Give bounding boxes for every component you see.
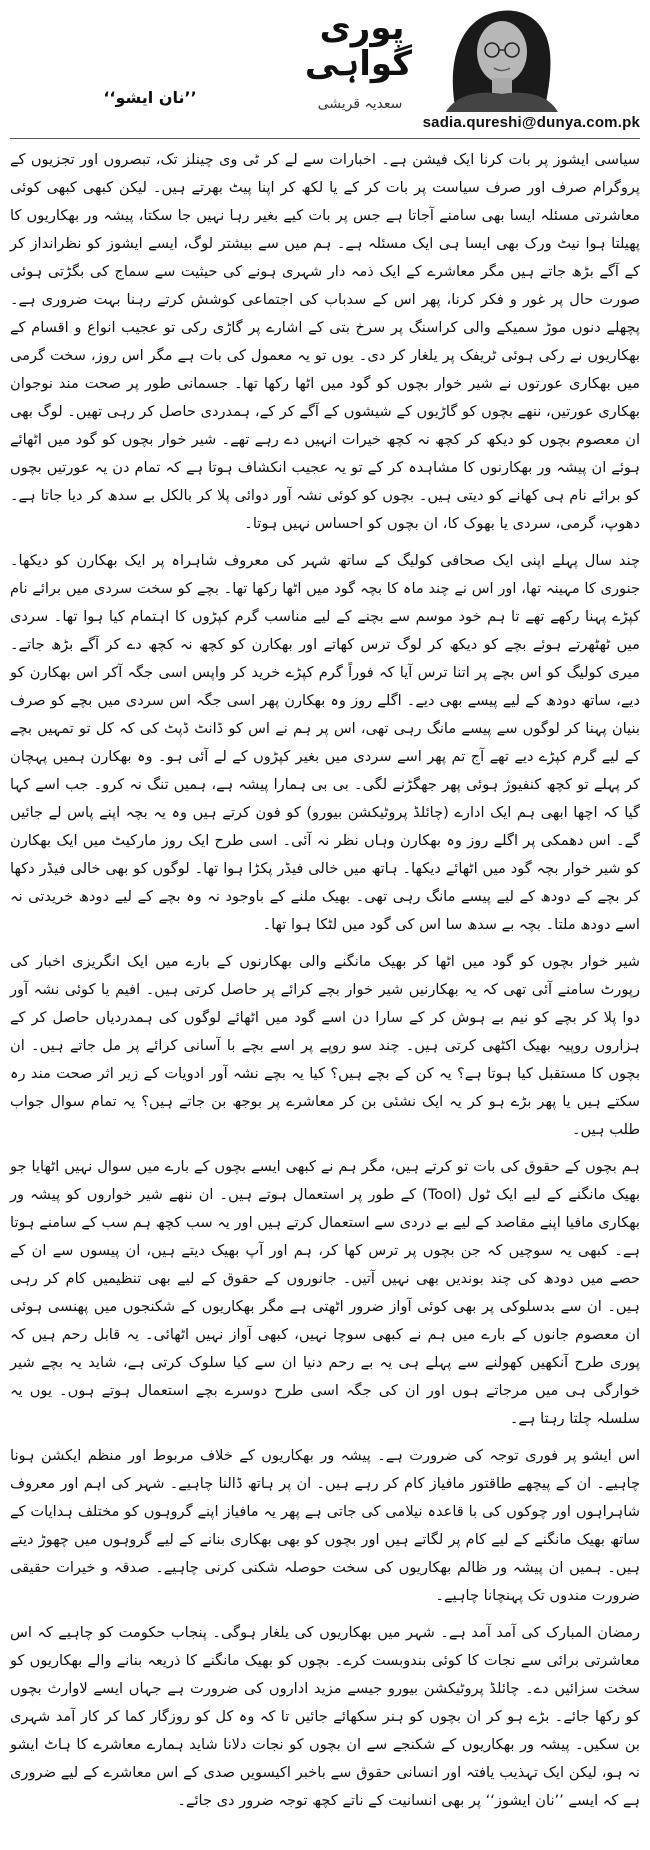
paragraph: ہم بچوں کے حقوق کی بات تو کرتے ہیں، مگر ہم نے کبھی ایسے بچوں کے بارے میں سوال نہیں اٹھایا جو بھیک مانگنے کے لیے ایک ٹول (Tool) کے طور پر استعمال ہوتے ہیں۔ ان ننھے شیر خواروں کو پیشہ ور بھکاری مافیا اپنے مقاصد کے لیے بے دردی سے استعمال کرتے ہیں اور یہ سب کچھ ہم سب کے سامنے ہوتا ہے۔ کبھی یہ سوچیں کہ جن بچوں پر ترس کھا کر، ہم اور آپ بھیک دیتے ہیں، ان پیسوں سے ان کے حصے میں دودھ کی چند بوندیں بھی نہیں آتیں۔ جانوروں کے حقوق کے لیے بھی تنظیمیں کام کر رہی ہیں۔ ان سے بدسلوکی پر بھی کوئی آواز ضرور اٹھتی ہے مگر بھکاریوں کے شکنجوں میں پھنسی ہوئی ان معصوم جانوں کے بارے میں ہم نے کبھی سوچا نہیں، کبھی آواز نہیں اٹھائی۔ یہ قابل رحم ہیں کہ پوری طرح آنکھیں کھولنے سے پہلے ہی یہ بے رحم دنیا ان سے کیا سلوک کرتی ہے، شاید یہ بچے شیر خوارگی ہی میں مرجاتے ہوں اور ان کی جگہ اسی طرح دوسرے بچے استعمال ہوتے ہوں۔ یوں یہ سلسلہ چلتا رہتا ہے۔	[10, 1158, 641, 1427]
paragraph: اس ایشو پر فوری توجہ کی ضرورت ہے۔ پیشہ ور بھکاریوں کے خلاف مربوط اور منظم ایکشن ہونا چاہیے۔ ان کے پیچھے طاقتور مافیاز کام کر رہے ہیں۔ ان پر ہاتھ ڈالنا چاہیے۔ شہر کی اہم اور معروف شاہراہوں اور چوکوں کی با قاعدہ نیلامی کی جاتی ہے پھر یہ مافیاز اپنے گروہوں کو مختلف ہدایات کے ساتھ بھیک مانگنے کے لیے کام پر لگاتے ہیں اور بچوں کو بھی بھکاری بنانے کے لیے گروہوں میں چھوڑ دیتے ہیں۔ ہمیں ان پیشہ ور ظالم بھکاریوں کی سخت حوصلہ شکنی کرنی چاہیے۔ صدقہ و خیرات حقیقی ضرورت مندوں تک پہنچانا چاہیے۔	[10, 1447, 640, 1604]
logo-line-1: پوری	[319, 8, 405, 48]
author-portrait	[426, 2, 576, 112]
paragraph: شیر خوار بچوں کو گود میں اٹھا کر بھیک مانگنے والی بھکارنوں کے بارے میں ایک انگریزی اخبار کی رپورٹ سامنے آئی تھی کہ یہ بھکارنیں شیر خوار بچے کرائے پر حاصل کرتی ہیں۔ افیم یا کوئی نشہ آور دوا پلا کر بچے کو نیم بے ہوش کر کے سارا دن اسے گود میں اٹھائے لوگوں کی ہمدردیاں حاصل کر کے ہزاروں روپیہ بھیک اکٹھی کرتی ہیں۔ چند سو روپے پر اسے بچے با آسانی کرائے پر مل جاتے ہیں۔ ان بچوں کا مستقبل کیا ہوتا ہے؟ یہ کن کے بچے ہیں؟ کیا یہ بچے نشہ آور ادویات کے زیر اثر صحت مند رہ سکتے ہیں یا پھر بڑے ہو کر یہ ایک نشئی بن کر معاشرے پر بوجھ بن جاتے ہیں؟ یہ تمام سوال جواب طلب ہیں۔	[10, 953, 640, 1138]
logo-line-2: گواہی	[304, 44, 412, 84]
column-title: ’’نان ایشو‘‘	[103, 88, 197, 107]
author-name: سعدیہ قریشی	[317, 96, 403, 112]
paragraph: چند سال پہلے اپنی ایک صحافی کولیگ کے ساتھ شہر کی معروف شاہراہ پر ایک بھکارن کو دیکھا۔ جنوری کا مہینہ تھا، اور اس نے چند ماہ کا بچہ گود میں اٹھا رکھا تھا۔ بچے کو سخت سردی میں برائے نام کپڑے پہنا رکھے تھے تا ہم خود موسم سے بچنے کے لیے مناسب گرم کپڑوں کا اہتمام کیا ہوا تھا۔ سردی میں ٹھٹھرتے ہوئے بچے کو دیکھ کر لوگ ترس کھاتے اور بھکارن کو کچھ نہ کچھ دے کر آگے بڑھ جاتے۔ میری کولیگ کو اس بچے پر اتنا ترس آیا کہ فوراً گرم کپڑے خرید کر واپس اسی جگہ آکر اس بھکارن کو دیے، ساتھ دودھ کے لیے پیسے بھی دیے۔ اگلے روز وہ بھکارن پھر اسی جگہ اس سردی میں بچے کو صرف بنیان پہنا کر لوگوں سے پیسے مانگ رہی تھی، اس پر ہم نے اس کو ڈانٹ ڈپٹ کی کہ کل تو تمہیں بچے کے لیے گرم کپڑے دیے تھے آج تم پھر اسے سردی میں بغیر کپڑوں کے لے آئی ہو۔ وہ بھکارن ہمیں پہچان کر پہلے تو کچھ کنفیوژ ہوئی پھر جھگڑنے لگی۔ بی بی ہمارا پیشہ ہے، ہمیں تنگ نہ کرو۔ جب اسے کہا گیا کہ اچھا ابھی ہم ایک ادارے (چائلڈ پروٹیکشن بیورو) کو فون کرتے ہیں وہ یہ بچہ اپنے پاس لے جائیں گے۔ اس دھمکی پر اگلے روز وہ بھکارن وہاں نظر نہ آئی۔ اسی طرح ایک روز مارکیٹ میں ایک بھکارن کو شیر خوار بچہ گود میں اٹھائے دیکھا۔ ہاتھ میں خالی فیڈر پکڑا ہوا تھا۔ لوگوں کو بھی خالی فیڈر دکھا کر بچے کے دودھ کے لیے پیسے مانگ رہی تھی۔ بھیک ملنے کے باوجود نہ وہ بچے کے لیے دودھ خریدتی نہ اسے دودھ ملتا۔ بچہ بے سدھ سا اس کی گود میں لٹکا ہوا تھا۔	[10, 552, 640, 933]
article-body	[10, 146, 640, 1842]
paragraph: سیاسی ایشوز پر بات کرنا ایک فیشن ہے۔ اخبارات سے لے کر ٹی وی چینلز تک، تبصروں اور تجزیوں کے پروگرام صرف اور صرف سیاست پر بات کر کے یا لکھ کر اپنا پیٹ بھرتے ہیں۔ لیکن کبھی کبھی کوئی معاشرتی مسئلہ ایسا بھی سامنے آجاتا ہے جس پر بات کیے بغیر رہا نہیں جا سکتا، پیشہ ور بھکاریوں کا پھیلتا ہوا نیٹ ورک بھی ایسا ہی ایک مسئلہ ہے۔ ہم میں سے بیشتر لوگ، ایسے ایشوز کو نظرانداز کر کے آگے بڑھ جاتے ہیں مگر معاشرے کے ایک ذمہ دار شہری ہونے کی حیثیت سے سماج کی بگڑتی ہوئی صورت حال پر غور و فکر کرنا، پھر اس کے سدباب کی اجتماعی کوشش کرتے رہنا بہت ضروری ہے۔ پچھلے دنوں موڑ سمیکے والی کراسنگ پر سرخ بتی کے اشارے پر گاڑی رکی تو عجیب انواع و اقسام کے بھکاریوں نے رکی ہوئی ٹریفک پر یلغار کر دی۔ یوں تو یہ معمول کی بات ہے مگر اس روز، سخت گرمی میں بھکاری عورتوں نے شیر خوار بچوں کو گود میں اٹھا رکھا تھا۔ جسمانی طور پر صحت مند نوجوان بھکاری عورتیں، ننھے بچوں کو گاڑیوں کے شیشوں کے آگے کر کے، ہمدردی حاصل کر رہی تھیں۔ لوگ بھی ان معصوم بچوں کو دیکھ کر کچھ نہ کچھ خیرات انہیں دے رہے تھے۔ شیر خوار بچوں کو گود میں اٹھائے ہوئے ان پیشہ ور بھکارنوں کا مشاہدہ کر کے تو یہ عجیب انکشاف ہوتا ہے کہ تمام دن یہ عورتیں بچوں کو برائے نام ہی کھانے کو دیتی ہیں۔ بچوں کو کوئی نشہ آور دوائی پلا کر بالکل بے سدھ کر دیا جاتا ہے۔ دھوپ، گرمی، سردی یا بھوک کا، ان بچوں کو احساس نہیں ہوتا۔	[10, 151, 640, 532]
header-divider	[10, 138, 640, 139]
author-email: sadia.qureshi@dunya.com.pk	[422, 114, 640, 131]
paragraph: رمضان المبارک کی آمد آمد ہے۔ شہر میں بھکاریوں کی یلغار ہوگی۔ پنجاب حکومت کو چاہیے کہ اس معاشرتی برائی سے نجات کا کوئی بندوبست کرے۔ بچوں کو بھیک مانگنے کا ذریعہ بنانے والے بھکاریوں کو سخت سزائیں دے۔ چائلڈ پروٹیکشن بیورو جیسے مزید اداروں کی ضرورت ہے جہاں ایسے لاوارث بچوں کو رکھا جائے۔ بڑے ہو کر ان بچوں کو ہنر سکھائے جائیں تا کہ وہ کل کو روزگار کما کر کار آمد شہری بن سکیں۔ پیشہ ور بھکاریوں کے شکنجے سے ان بچوں کو نجات دلانا شاید ہمارے معاشرے کا ہاٹ ایشو نہ ہو، لیکن ایک تہذیب یافتہ اور انسانی حقوق سے باخبر اکیسویں صدی کے اس معاشرے کے لیے ضروری ہے کہ ایسے ’’نان ایشوز‘‘ پر بھی انسانیت کے ناتے کچھ توجہ ضرور دی جائے۔	[10, 1624, 640, 1809]
column-header	[0, 0, 650, 150]
author-portrait-image	[426, 2, 576, 112]
column-logo	[304, 8, 412, 108]
